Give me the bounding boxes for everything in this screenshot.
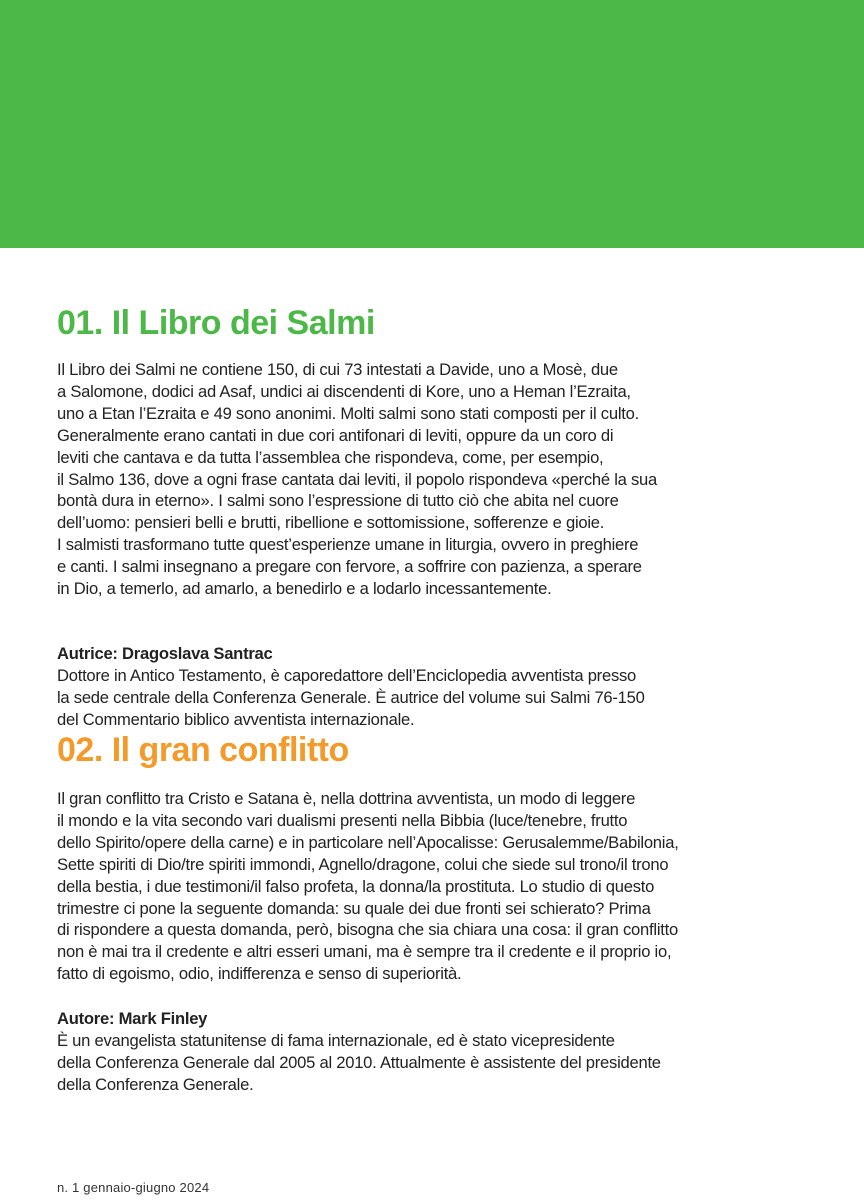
author-bio-line: della Conferenza Generale dal 2005 al 2010. Attualmente è assistente del presidente [57, 1052, 661, 1072]
body-line: I salmisti trasformano tutte quest’esperienze umane in liturgia, ovvero in preghiere [57, 535, 639, 555]
body-line: trimestre ci pone la seguente domanda: su quale dei due fronti sei schierato? Prima [57, 898, 651, 918]
body-line: uno a Etan l’Ezraita e 49 sono anonimi. Molti salmi sono stati composti per il culto. [57, 403, 639, 423]
body-line: e canti. I salmi insegnano a pregare con fervore, a soffrire con pazienza, a sperare [57, 557, 642, 577]
body-line: della bestia, i due testimoni/il falso profeta, la donna/la prostituta. Lo studio di questo [57, 876, 655, 896]
page-footer: n. 1 gennaio-giugno 2024 [57, 1180, 210, 1195]
section-1-number: 01. [57, 304, 103, 342]
section-1-body [57, 359, 657, 600]
body-line: Sette spiriti di Dio/tre spiriti immondi, Agnello/dragone, colui che siede sul trono/il trono [57, 854, 669, 874]
body-line: Il Libro dei Salmi ne contiene 150, di cui 73 intestati a Davide, uno a Mosè, due [57, 360, 618, 379]
author-bio-line: della Conferenza Generale. [57, 1074, 254, 1094]
body-line: il mondo e la vita secondo vari dualismi presenti nella Bibbia (luce/tenebre, frutto [57, 810, 628, 830]
section-2-body [57, 788, 679, 985]
author-label: Autrice: Dragoslava Santrac [57, 644, 273, 663]
header-band [0, 0, 864, 248]
section-2-title [57, 731, 349, 770]
section-2-title-text: Il gran conflitto [111, 731, 349, 769]
author-bio-line: la sede centrale della Conferenza Generale. È autrice del volume sui Salmi 76-150 [57, 687, 645, 707]
body-line: dello Spirito/opere della carne) e in particolare nell’Apocalisse: Gerusalemme/Babilonia, [57, 832, 679, 852]
section-2-number: 02. [57, 731, 103, 769]
body-line: Generalmente erano cantati in due cori antifonari di leviti, oppure da un coro di [57, 425, 614, 445]
body-line: a Salomone, dodici ad Asaf, undici ai discendenti di Kore, uno a Heman l’Ezraita, [57, 381, 631, 401]
author-bio-line: Dottore in Antico Testamento, è caporedattore dell’Enciclopedia avventista presso [57, 665, 637, 685]
body-line: in Dio, a temerlo, ad amarlo, a benedirlo e a lodarlo incessantemente. [57, 579, 552, 599]
author-bio-line: del Commentario biblico avventista internazionale. [57, 709, 415, 729]
body-line: non è mai tra il credente e altri esseri umani, ma è sempre tra il credente e il proprio io, [57, 942, 672, 962]
body-line: Il gran conflitto tra Cristo e Satana è, nella dottrina avventista, un modo di leggere [57, 789, 636, 808]
body-line: il Salmo 136, dove a ogni frase cantata dai leviti, il popolo rispondeva «perché la sua [57, 469, 657, 489]
body-line: di rispondere a questa domanda, però, bisogna che sia chiara una cosa: il gran conflitto [57, 920, 678, 940]
body-line: dell’uomo: pensieri belli e brutti, ribellione e sottomissione, sofferenze e gioie. [57, 513, 605, 533]
section-1-author [57, 643, 645, 731]
author-label: Autore: Mark Finley [57, 1009, 208, 1028]
body-line: bontà dura in eterno». I salmi sono l’espressione di tutto ciò che abita nel cuore [57, 491, 619, 511]
section-1-title [57, 304, 375, 343]
section-1-title-text: Il Libro dei Salmi [111, 304, 375, 342]
body-line: fatto di egoismo, odio, indifferenza e senso di superiorità. [57, 964, 462, 984]
author-bio-line: È un evangelista statunitense di fama internazionale, ed è stato vicepresidente [57, 1030, 615, 1050]
section-2-author [57, 1008, 661, 1096]
body-line: leviti che cantava e da tutta l’assemblea che rispondeva, come, per esempio, [57, 447, 604, 467]
